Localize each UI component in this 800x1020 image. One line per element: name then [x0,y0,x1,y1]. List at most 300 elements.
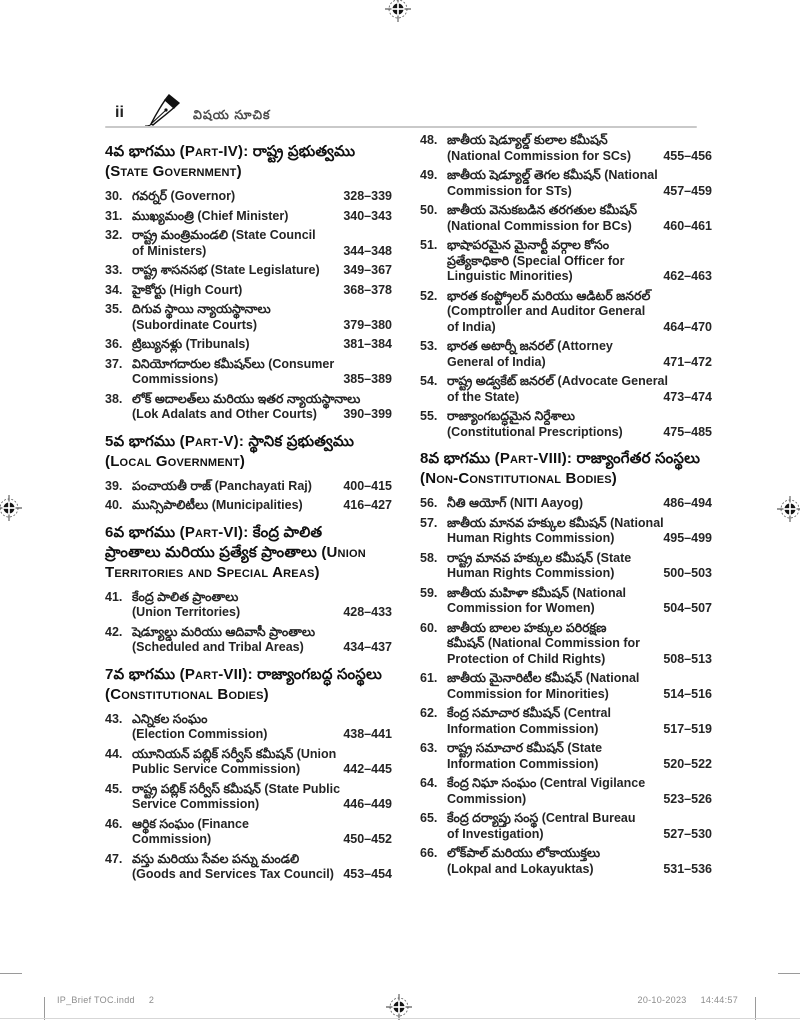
entry-title: (Constitutional Prescriptions) [447,424,623,439]
entry-body [447,238,712,285]
entry-title: పంచాయతీ రాజ్ (Panchayati Raj) [132,478,312,493]
section-heading-line: 4వ భాగము (Part-IV): రాష్ట్ర ప్రభుత్వము [105,143,356,160]
entry-pages: 390–399 [343,407,392,421]
entry-pages: 368–378 [343,282,392,297]
toc-entry[interactable] [420,203,712,234]
entry-title: జాతీయ వెనుకబడిన తరగతుల కమీషన్ [447,203,638,217]
entry-pages: 349–367 [343,263,392,277]
entry-line [447,792,712,808]
page-edge-line [0,1018,800,1019]
entry-number: 60. [420,620,438,635]
entry-title: (Subordinate Courts) [132,317,257,332]
footer-page-number: 2 [148,995,155,1005]
entry-line [447,636,712,652]
entry-pages: 438–441 [343,727,392,741]
entry-line [447,586,712,602]
entry-title: (Scheduled and Tribal Areas) [132,640,304,654]
entry-number: 56. [420,496,438,510]
entry-body [132,852,392,883]
entry-number: 51. [420,238,438,252]
toc-entry[interactable] [105,479,392,495]
entry-pages: 381–384 [343,337,392,351]
entry-title: Linguistic Minorities) [447,269,573,283]
entry-body [447,586,712,617]
entry-line [132,209,392,225]
entry-line [447,706,712,722]
entry-line [132,244,392,260]
entry-title: (National Commission for SCs) [447,148,632,163]
section-heading-line: ప్రాంతాలు మరియు ప్రత్యేక ప్రాంతాలు (Union [105,543,366,561]
entry-line [132,337,392,353]
entry-title: షెడ్యూల్డు మరియు ఆదివాసీ ప్రాంతాలు [132,624,316,639]
entry-title: (Goods and Services Tax Council) [132,867,334,881]
entry-pages: 455–456 [663,148,712,163]
entry-line [132,625,392,641]
entry-number: 58. [420,550,438,565]
entry-title: ట్రిబ్యునళ్లు (Tribunals) [132,337,250,351]
toc-entry[interactable] [105,747,392,778]
entry-title: భారత కంప్ట్రోలర్ మరియు ఆడిటర్ జనరల్ [447,288,651,303]
footer-date: 20-10-2023 [637,995,687,1005]
toc-entry[interactable] [105,852,392,883]
entry-line [447,254,712,270]
footer-timestamp [638,995,738,1005]
entry-number: 35. [105,302,123,316]
entry-pages: 523–526 [663,791,712,806]
entry-line [447,219,712,235]
registration-mark-icon [0,495,22,521]
entry-title: (National Commission for BCs) [447,218,632,233]
entry-number: 50. [420,203,438,217]
page-header-title: విషయ సూచిక [193,108,271,122]
entry-body [447,409,712,440]
entry-number: 48. [420,133,438,147]
entry-line [132,727,392,743]
toc-entry[interactable] [105,283,392,299]
entry-body [132,302,392,333]
entry-line [447,184,712,200]
entry-title: (Comptroller and Auditor General [447,304,646,318]
entry-pages: 495–499 [663,531,712,545]
toc-entry[interactable] [420,846,712,877]
entry-title: లోక్‌పాల్ మరియు లోకాయుక్తలు [447,846,601,860]
entry-line [447,304,712,320]
entry-number: 45. [105,781,123,796]
entry-title: Public Service Commission) [132,762,301,776]
entry-title: Human Rights Commission) [447,566,615,580]
entry-pages: 531–536 [663,861,712,876]
section-heading [105,432,392,472]
entry-number: 34. [105,282,123,297]
entry-number: 40. [105,498,123,512]
entry-line [447,355,712,371]
entry-body [132,263,392,279]
entry-body [447,133,712,164]
entry-line [447,149,712,165]
entry-title: Commissions) [132,372,219,386]
entry-title: Human Rights Commission) [447,531,615,545]
entry-pages: 520–522 [663,756,712,771]
entry-body [132,209,392,225]
entry-title: రాష్ట్ర శాసనసభ (State Legislature) [132,263,320,277]
entry-title: రాష్ట్ర మానవ హక్కుల కమీషన్ (State [447,550,632,565]
entry-number: 37. [105,356,123,371]
footer-time: 14:44:57 [700,995,738,1005]
section-heading-line: (Constitutional Bodies) [105,685,269,703]
toc-entry[interactable] [105,357,392,388]
section-heading [105,142,392,182]
toc-entry[interactable] [420,339,712,370]
entry-title: యూనియన్ పబ్లిక్ సర్వీస్ కమీషన్ (Union [132,746,337,761]
entry-line [447,722,712,738]
entry-title: కేంద్ర నిఘా సంఘం (Central Vigilance [447,776,646,790]
entry-pages: 464–470 [663,319,712,334]
page-header [105,90,697,130]
entry-number: 30. [105,189,123,203]
toc-entry[interactable] [420,168,712,199]
entry-line [132,867,392,883]
entry-line [447,374,712,390]
toc-entry[interactable] [105,337,392,353]
entry-line [447,203,712,219]
entry-title: of Investigation) [447,826,544,841]
entry-number: 39. [105,478,123,493]
entry-line [447,133,712,149]
entry-line [447,757,712,773]
entry-line [132,263,392,279]
toc-entry[interactable] [420,516,712,547]
entry-line [132,498,392,514]
entry-title: Commission) [447,791,527,806]
entry-title: నీతి ఆయోగ్ (NITI Aayog) [447,496,583,510]
entry-body [132,283,392,299]
entry-number: 44. [105,746,123,761]
entry-body [447,289,712,336]
toc-entry[interactable] [105,817,392,848]
toc-entry[interactable] [105,782,392,813]
entry-body [447,811,712,842]
entry-title: కమీషన్ (National Commission for [447,636,641,650]
entry-pages: 475–485 [663,424,712,439]
entry-pages: 446–449 [343,797,392,811]
entry-body [132,498,392,514]
entry-pages: 385–389 [343,372,392,386]
toc-entry[interactable] [420,586,712,617]
toc-entry[interactable] [105,590,392,621]
entry-line [447,238,712,254]
entry-pages: 340–343 [343,208,392,223]
entry-line [132,392,392,408]
entry-pages: 416–427 [343,498,392,512]
entry-line [447,566,712,582]
entry-line [447,516,712,532]
entry-body [447,339,712,370]
entry-line [132,817,392,833]
entry-line [132,797,392,813]
toc-entry[interactable] [105,228,392,259]
entry-title: కేంద్ర దర్యాప్తు సంస్థ (Central Bureau [447,811,636,825]
entry-number: 32. [105,228,123,242]
pen-nib-icon [143,86,187,128]
crop-mark [778,973,800,974]
entry-title: రాష్ట్ర సమాచార కమీషన్ (State [447,741,603,755]
entry-number: 62. [420,706,438,720]
entry-pages: 434–437 [343,640,392,654]
section-heading [105,665,392,705]
toc-entry[interactable] [420,374,712,405]
page-folio: ii [115,104,124,121]
entry-line [132,590,392,606]
section-heading-line: Territories and Special Areas) [105,563,320,581]
toc-entry[interactable] [420,811,712,842]
entry-line [447,862,712,878]
entry-title: Commission for Women) [447,601,595,615]
entry-title: జాతీయ షెడ్యూల్డ్ తెగల కమీషన్ (National [447,168,658,182]
section-heading-line: 7వ భాగము (Part-VII): రాజ్యాంగబద్ధ సంస్థలు [105,665,383,683]
entry-title: భాషాపరమైన మైనార్టీ వర్గాల కోసం [447,238,610,252]
entry-pages: 457–459 [663,183,712,198]
section-heading-line: (State Government) [105,163,242,180]
entry-line [447,827,712,843]
entry-title: Commission for STs) [447,183,572,198]
entry-pages: 442–445 [343,762,392,776]
entry-body [447,706,712,737]
entry-line [447,811,712,827]
entry-title: వస్తు మరియు సేవల పన్ను మండలి [132,851,300,866]
entry-line [447,390,712,406]
entry-pages: 486–494 [663,496,712,510]
toc-entry[interactable] [105,209,392,225]
entry-title: of India) [447,319,496,334]
section-heading-line: 6వ భాగము (Part-VI): కేంద్ర పాలిత [105,523,323,541]
entry-title: Service Commission) [132,797,260,811]
registration-mark-icon [386,994,412,1020]
entry-title: రాష్ట్ర అడ్వకేట్ జనరల్ (Advocate General [447,374,668,388]
entry-number: 57. [420,515,438,530]
entry-number: 36. [105,337,123,351]
entry-line [447,339,712,355]
entry-title: దిగువ స్థాయి న్యాయస్థానాలు [132,302,271,316]
entry-line [132,372,392,388]
crop-mark [44,997,45,1020]
entry-body [447,168,712,199]
entry-line [447,409,712,425]
header-rule [105,126,697,128]
entry-pages: 428–433 [343,605,392,619]
entry-title: (Lokpal and Lokayuktas) [447,861,594,876]
entry-line [447,551,712,567]
entry-title: ముఖ్యమంత్రి (Chief Minister) [132,208,289,223]
entry-number: 61. [420,671,438,685]
toc-entry[interactable] [105,392,392,423]
entry-line [132,283,392,299]
section-heading-line: (Local Government) [105,452,246,470]
entry-pages: 527–530 [663,826,712,841]
section-heading [420,449,712,489]
section-heading-line: 8వ భాగము (Part-VIII): రాజ్యాంగేతర సంస్థలు [420,450,701,467]
entry-number: 55. [420,409,438,423]
toc-entry[interactable] [105,712,392,743]
entry-line [132,302,392,318]
toc-entry[interactable] [420,289,712,336]
entry-number: 49. [420,168,438,182]
entry-number: 64. [420,776,438,790]
entry-pages: 328–339 [343,189,392,203]
entry-line [447,425,712,441]
entry-line [447,776,712,792]
entry-number: 41. [105,589,123,604]
entry-body [447,551,712,582]
entry-pages: 453–454 [343,867,392,881]
entry-line [132,640,392,656]
entry-title: Information Commission) [447,756,599,771]
entry-body [447,496,712,512]
crop-mark [755,997,756,1020]
entry-body [132,712,392,743]
entry-line [132,318,392,334]
toc-column-left [105,142,392,887]
entry-body [132,357,392,388]
section-heading-line: 5వ భాగము (Part-V): స్థానిక ప్రభుత్వము [105,432,355,450]
entry-title: రాష్ట్ర పబ్లిక్ సర్వీస్ కమీషన్ (State Public [132,781,341,796]
toc-entry[interactable] [420,776,712,807]
entry-title: ప్రత్యేకాధికారి (Special Officer for [447,253,625,268]
entry-number: 46. [105,816,123,831]
entry-title: జాతీయ షెడ్యూల్డ్ కులాల కమీషన్ [447,133,608,147]
entry-body [132,392,392,423]
entry-title: గవర్నర్ (Governor) [132,189,236,203]
section-heading-line: (Non-Constitutional Bodies) [420,470,617,487]
section-heading [105,523,392,583]
entry-pages: 514–516 [663,686,712,701]
toc-entry[interactable] [420,741,712,772]
toc-entry[interactable] [420,551,712,582]
entry-title: జాతీయ మైనారిటీల కమీషన్ (National [447,671,640,685]
entry-body [447,516,712,547]
entry-pages: 379–380 [343,317,392,332]
entry-pages: 471–472 [663,354,712,369]
toc-entry[interactable] [420,621,712,668]
entry-number: 65. [420,811,438,825]
entry-title: జాతీయ బాలల హక్కుల పరిరక్షణ [447,620,607,635]
entry-line [447,168,712,184]
entry-title: Information Commission) [447,721,599,736]
entry-title: జాతీయ మానవ హక్కుల కమీషన్ (National [447,515,664,530]
toc-entry[interactable] [420,409,712,440]
entry-number: 42. [105,624,123,639]
entry-line [447,531,712,547]
entry-line [447,601,712,617]
entry-body [447,671,712,702]
entry-number: 59. [420,585,438,600]
toc-entry[interactable] [105,302,392,333]
entry-title: రాజ్యాంగబద్ధమైన నిర్దేశాలు [447,409,575,423]
entry-pages: 517–519 [663,721,712,736]
entry-pages: 500–503 [663,566,712,580]
entry-title: (Lok Adalats and Other Courts) [132,407,317,421]
entry-line [447,741,712,757]
entry-number: 31. [105,208,123,223]
entry-body [447,741,712,772]
toc-entry[interactable] [420,671,712,702]
entry-number: 43. [105,711,123,726]
toc-entry[interactable] [105,625,392,656]
entry-line [132,832,392,848]
entry-pages: 462–463 [663,269,712,283]
entry-line [132,228,392,244]
toc-entry[interactable] [420,238,712,285]
entry-line [132,782,392,798]
entry-title: Commission for Minorities) [447,686,609,701]
toc-entry[interactable] [105,263,392,279]
entry-number: 47. [105,851,123,866]
entry-number: 52. [420,288,438,303]
entry-body [132,228,392,259]
entry-line [132,762,392,778]
entry-body [447,621,712,668]
entry-line [132,747,392,763]
entry-title: (Union Territories) [132,605,241,619]
crop-mark [0,973,22,974]
entry-title: భారత అటార్నీ జనరల్ (Attorney [447,339,613,353]
entry-line [447,320,712,336]
entry-line [447,289,712,305]
entry-body [132,817,392,848]
entry-line [132,189,392,205]
entry-title: రాష్ట్ర మంత్రిమండలి (State Council [132,228,316,242]
entry-line [447,496,712,512]
toc-entry[interactable] [420,496,712,512]
entry-line [447,846,712,862]
entry-line [132,712,392,728]
entry-body [447,374,712,405]
entry-line [447,621,712,637]
registration-mark-icon [777,496,800,522]
entry-line [132,852,392,868]
toc-entry[interactable] [105,498,392,514]
entry-pages: 450–452 [343,832,392,846]
entry-number: 38. [105,391,123,406]
entry-title: Commission) [132,832,212,846]
entry-number: 66. [420,846,438,860]
entry-title: జాతీయ మహిళా కమీషన్ (National [447,585,627,600]
entry-title: ఎన్నికల సంఘం [132,711,208,726]
entry-body [132,337,392,353]
entry-body [447,846,712,877]
entry-line [447,687,712,703]
entry-pages: 400–415 [343,478,392,493]
entry-title: General of India) [447,354,546,369]
entry-number: 63. [420,741,438,755]
entry-title: Protection of Child Rights) [447,651,606,666]
toc-entry[interactable] [105,189,392,205]
entry-body [132,782,392,813]
entry-title: of the State) [447,389,520,404]
footer-file-info [57,995,154,1005]
entry-pages: 504–507 [663,601,712,615]
entry-title: మున్సిపాలిటీలు (Municipalities) [132,498,303,512]
toc-entry[interactable] [420,706,712,737]
entry-line [132,357,392,373]
toc-entry[interactable] [420,133,712,164]
entry-title: హైకోర్టు (High Court) [132,282,243,297]
entry-title: వినియోగదారుల కమీషన్‌లు (Consumer [132,356,335,371]
toc-column-right [420,133,712,881]
entry-line [447,652,712,668]
entry-title: కేంద్ర పాలిత ప్రాంతాలు [132,589,239,604]
entry-pages: 473–474 [663,389,712,404]
entry-title: లోక్ అదాలత్‌లు మరియు ఇతర న్యాయస్థానాలు [132,391,361,406]
